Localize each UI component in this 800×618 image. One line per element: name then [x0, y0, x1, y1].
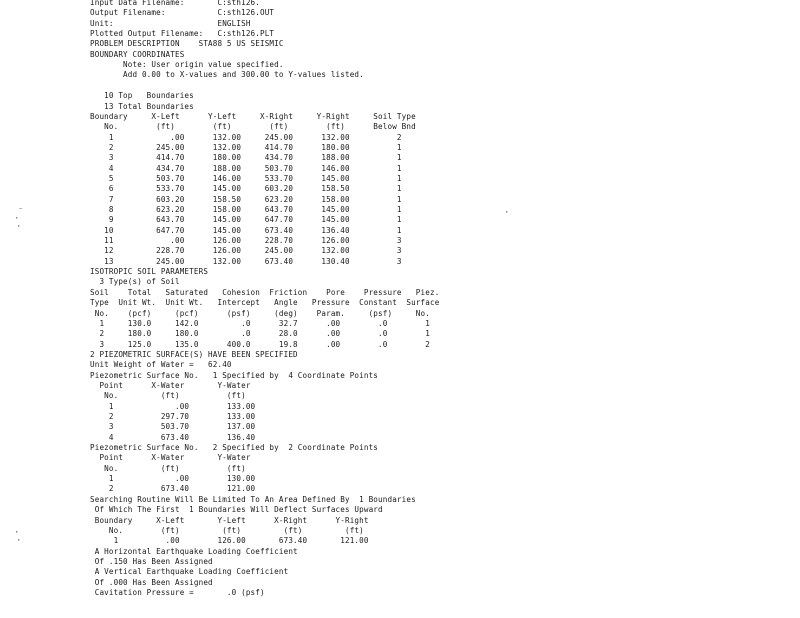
document-line: Add 0.00 to X-values and 300.00 to Y-values listed.	[90, 70, 364, 80]
document-line: Point X-Water Y-Water	[90, 453, 251, 463]
document-line: 4 673.40 136.40	[90, 432, 256, 442]
document-line: Of .150 Has Been Assigned	[90, 556, 213, 566]
document-line: Piezometric Surface No. 1 Specified by 4 Coordinate Points	[90, 370, 379, 380]
document-line: 2 PIEZOMETRIC SURFACE(S) HAVE BEEN SPECIFIED	[90, 349, 298, 359]
document-line: 8 623.20 158.00 643.70 145.00 1	[90, 205, 402, 214]
document-line: Cavitation Pressure = .0 (psf)	[90, 587, 265, 597]
document-line: Of Which The First 1 Boundaries Will Deflect Surfaces Upward	[90, 505, 383, 515]
document-line: Boundary X-Left Y-Left X-Right Y-Right Soil Type	[90, 111, 416, 121]
scan-speck: ·	[14, 214, 20, 224]
document-line: 3 125.0 135.0 400.0 19.8 .00 .0 2	[90, 339, 430, 349]
document-line: A Horizontal Earthquake Loading Coefficient	[90, 546, 298, 556]
document-line: Piezometric Surface No. 2 Specified by 2 Coordinate Points	[90, 443, 379, 453]
document-line: No. (pcf) (pcf) (psf) (deg) Param. (psf) No.	[90, 308, 430, 318]
document-line: Input Data Filename: C:sth126.	[90, 0, 260, 7]
document-line: 3 Type(s) of Soil	[90, 277, 180, 287]
scan-speck: ·	[16, 536, 22, 546]
document-line: Searching Routine Will Be Limited To An Area Defined By 1 Boundaries	[90, 494, 416, 504]
document-line: 2 673.40 121.00	[90, 484, 256, 494]
document-line: 2 180.0 180.0 .0 28.0 .00 .0 1	[90, 329, 430, 339]
document-line: 9 643.70 145.00 647.70 145.00 1	[90, 215, 402, 225]
document-line: 2 297.70 133.00	[90, 412, 256, 421]
document-line: 1 .00 133.00	[90, 401, 256, 411]
document-line: Of .000 Has Been Assigned	[90, 577, 213, 587]
document-line: 1 .00 132.00 245.00 132.00 2	[90, 132, 402, 142]
document-line: 1 130.0 142.0 .0 32.7 .00 .0 1	[90, 318, 430, 328]
scan-speck: ·	[504, 208, 510, 218]
document-line: Note: User origin value specified.	[90, 60, 284, 70]
document-line: Soil Total Saturated Cohesion Friction Pore Pressure Piez.	[90, 287, 440, 297]
document-line: A Vertical Earthquake Loading Coefficient	[90, 567, 289, 577]
document-line: 11 .00 126.00 228.70 126.00 3	[90, 236, 402, 246]
document-line: 10 647.70 145.00 673.40 136.40 1	[90, 225, 402, 235]
document-line: 6 533.70 145.00 603.20 158.50 1	[90, 184, 402, 194]
document-line: 13 245.00 132.00 673.40 130.40 3	[90, 256, 402, 266]
document-line: No. (ft) (ft)	[90, 391, 246, 401]
scan-speck: ⁻	[18, 206, 24, 216]
document-line: 13 Total Boundaries	[90, 101, 194, 111]
document-line: PROBLEM DESCRIPTION STA88 5 US SEISMIC	[90, 39, 284, 49]
document-line: Boundary X-Left Y-Left X-Right Y-Right	[90, 515, 369, 525]
document-line: 12 228.70 126.00 245.00 132.00 3	[90, 246, 402, 256]
document-line: No. (ft) (ft) (ft) (ft)	[90, 525, 364, 535]
document-line: ISOTROPIC SOIL PARAMETERS	[90, 267, 209, 277]
document-line: 7 603.20 158.50 623.20 158.00 1	[90, 194, 402, 204]
document-line: Unit: ENGLISH	[90, 18, 251, 28]
document-line: 5 503.70 146.00 533.70 145.00 1	[90, 173, 402, 183]
document-line: 4 434.70 188.00 503.70 146.00 1	[90, 163, 402, 173]
document-line: Type Unit Wt. Unit Wt. Intercept Angle Pressure Constant Surface	[90, 298, 440, 308]
document-line: No. (ft) (ft) (ft) (ft) Below Bnd	[90, 122, 416, 132]
document-line: Plotted Output Filename: C:sth126.PLT	[90, 29, 275, 39]
document-line: 1 .00 126.00 673.40 121.00	[90, 536, 369, 546]
document-line: 2 245.00 132.00 414.70 180.00 1	[90, 142, 402, 152]
document-line: BOUNDARY COORDINATES	[90, 49, 185, 59]
document-line: 3 503.70 137.00	[90, 422, 256, 432]
document-line: 3 414.70 180.00 434.70 188.00 1	[90, 153, 402, 163]
document-line: Output Filename: C:sth126.OUT	[90, 8, 275, 18]
document-line: No. (ft) (ft)	[90, 463, 246, 473]
document-line: Unit Weight of Water = 62.40	[90, 360, 232, 370]
document-line: 1 .00 130.00	[90, 474, 256, 484]
document-line: 10 Top Boundaries	[90, 91, 194, 101]
document-line: Point X-Water Y-Water	[90, 380, 251, 390]
scan-speck: ·	[16, 222, 22, 232]
scan-speck: ·	[14, 528, 20, 538]
